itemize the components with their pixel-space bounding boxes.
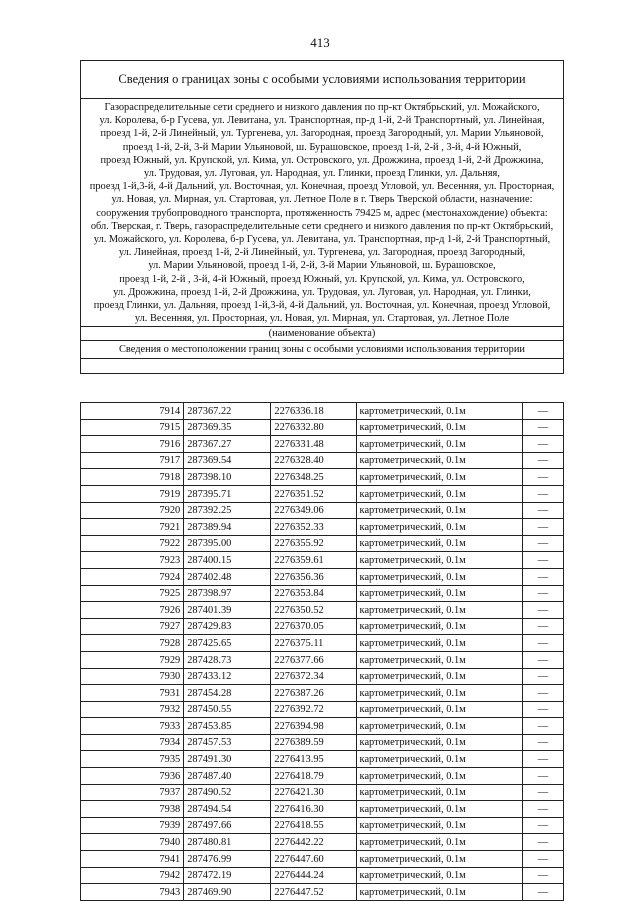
- method-accuracy: картометрический, 0.1м: [356, 701, 522, 718]
- note-cell: —: [522, 867, 563, 884]
- note-cell: —: [522, 668, 563, 685]
- method-accuracy: картометрический, 0.1м: [356, 568, 522, 585]
- point-number: 7930: [81, 668, 184, 685]
- method-accuracy: картометрический, 0.1м: [356, 552, 522, 569]
- table-header-spacer: [81, 359, 563, 373]
- coord-y: 2276372.34: [271, 668, 356, 685]
- point-number: 7923: [81, 552, 184, 569]
- point-number: 7929: [81, 651, 184, 668]
- method-accuracy: картометрический, 0.1м: [356, 801, 522, 818]
- method-accuracy: картометрический, 0.1м: [356, 436, 522, 453]
- coord-x: 287494.54: [184, 801, 271, 818]
- coord-x: 287369.35: [184, 419, 271, 436]
- point-number: 7918: [81, 469, 184, 486]
- note-cell: —: [522, 635, 563, 652]
- coord-x: 287450.55: [184, 701, 271, 718]
- note-cell: —: [522, 485, 563, 502]
- description-line: сооружения трубопроводного транспорта, протяженность 79425 м, адрес (местонахождение) объекта:: [96, 207, 548, 219]
- note-cell: —: [522, 585, 563, 602]
- table-row: [81, 635, 564, 652]
- method-accuracy: картометрический, 0.1м: [356, 817, 522, 834]
- description-line: ул. Линейная, проезд 1-й, 2-й Линейный, ул. Тургенева, ул. Загородная, проезд Загородный,: [118, 247, 526, 259]
- coord-y: 2276359.61: [271, 552, 356, 569]
- coord-y: 2276392.72: [271, 701, 356, 718]
- coord-y: 2276331.48: [271, 436, 356, 453]
- note-cell: —: [522, 817, 563, 834]
- note-cell: —: [522, 419, 563, 436]
- point-number: 7943: [81, 884, 184, 901]
- coord-y: 2276328.40: [271, 452, 356, 469]
- description-line: проезд Южный, ул. Крупской, ул. Кима, ул. Островского, ул. Дрожжина, проезд 1-й, 2-й Дрожжина,: [100, 154, 544, 166]
- coord-y: 2276349.06: [271, 502, 356, 519]
- point-number: 7924: [81, 568, 184, 585]
- table-row: [81, 718, 564, 735]
- note-cell: —: [522, 602, 563, 619]
- description-line: проезд 1-й,3-й, 4-й Дальний, ул. Восточная, ул. Конечная, проезд Угловой, ул. Весенняя, ул. Просторная,: [89, 181, 555, 193]
- table-row: [81, 618, 564, 635]
- note-cell: —: [522, 751, 563, 768]
- coord-y: 2276351.52: [271, 485, 356, 502]
- coord-x: 287491.30: [184, 751, 271, 768]
- method-accuracy: картометрический, 0.1м: [356, 867, 522, 884]
- coord-x: 287400.15: [184, 552, 271, 569]
- table-row: [81, 403, 564, 420]
- method-accuracy: картометрический, 0.1м: [356, 834, 522, 851]
- coord-y: 2276394.98: [271, 718, 356, 735]
- method-accuracy: картометрический, 0.1м: [356, 403, 522, 420]
- document-title: Сведения о границах зоны с особыми условиями использования территории: [81, 61, 563, 99]
- coord-x: 287487.40: [184, 768, 271, 785]
- coord-y: 2276355.92: [271, 535, 356, 552]
- table-row: [81, 701, 564, 718]
- table-row: [81, 502, 564, 519]
- table-row: [81, 817, 564, 834]
- coord-y: 2276353.84: [271, 585, 356, 602]
- note-cell: —: [522, 403, 563, 420]
- coord-y: 2276413.95: [271, 751, 356, 768]
- method-accuracy: картометрический, 0.1м: [356, 768, 522, 785]
- table-row: [81, 751, 564, 768]
- coord-x: 287480.81: [184, 834, 271, 851]
- point-number: 7934: [81, 734, 184, 751]
- note-cell: —: [522, 568, 563, 585]
- table-row: [81, 784, 564, 801]
- coord-x: 287428.73: [184, 651, 271, 668]
- coord-x: 287469.90: [184, 884, 271, 901]
- point-number: 7939: [81, 817, 184, 834]
- object-name-caption: (наименование объекта): [81, 326, 563, 340]
- note-cell: —: [522, 734, 563, 751]
- point-number: 7937: [81, 784, 184, 801]
- table-row: [81, 485, 564, 502]
- table-row: [81, 867, 564, 884]
- table-row: [81, 651, 564, 668]
- section-heading: Сведения о местоположении границ зоны с особыми условиями использования территории: [81, 340, 563, 359]
- point-number: 7933: [81, 718, 184, 735]
- method-accuracy: картометрический, 0.1м: [356, 469, 522, 486]
- coord-y: 2276332.80: [271, 419, 356, 436]
- coord-x: 287395.71: [184, 485, 271, 502]
- method-accuracy: картометрический, 0.1м: [356, 618, 522, 635]
- point-number: 7941: [81, 851, 184, 868]
- point-number: 7919: [81, 485, 184, 502]
- table-row: [81, 419, 564, 436]
- note-cell: —: [522, 618, 563, 635]
- point-number: 7920: [81, 502, 184, 519]
- coord-y: 2276375.11: [271, 635, 356, 652]
- method-accuracy: картометрический, 0.1м: [356, 751, 522, 768]
- note-cell: —: [522, 535, 563, 552]
- table-row: [81, 535, 564, 552]
- description-line: ул. Королева, б-р Гусева, ул. Левитана, ул. Транспортная, пр-д 1-й, 2-й Транспортный, ул. Линейная,: [99, 115, 545, 127]
- coordinates-table: [80, 402, 564, 901]
- point-number: 7928: [81, 635, 184, 652]
- method-accuracy: картометрический, 0.1м: [356, 851, 522, 868]
- point-number: 7938: [81, 801, 184, 818]
- description-line: проезд 1-й, 2-й, 3-й Марии Ульяновой, ш. Бурашовское, проезд 1-й, 2-й , 3-й, 4-й Южный,: [122, 141, 522, 153]
- description-line: проезд 1-й, 2-й Линейный, ул. Тургенева, ул. Загородная, проезд Загородный, ул. Марии Ульяновой,: [100, 128, 544, 140]
- point-number: 7921: [81, 519, 184, 536]
- note-cell: —: [522, 801, 563, 818]
- coord-x: 287398.97: [184, 585, 271, 602]
- note-cell: —: [522, 436, 563, 453]
- coord-y: 2276336.18: [271, 403, 356, 420]
- note-cell: —: [522, 469, 563, 486]
- point-number: 7932: [81, 701, 184, 718]
- coord-y: 2276442.22: [271, 834, 356, 851]
- coord-y: 2276350.52: [271, 602, 356, 619]
- coord-x: 287392.25: [184, 502, 271, 519]
- coord-y: 2276377.66: [271, 651, 356, 668]
- coord-x: 287476.99: [184, 851, 271, 868]
- method-accuracy: картометрический, 0.1м: [356, 651, 522, 668]
- method-accuracy: картометрический, 0.1м: [356, 635, 522, 652]
- coord-x: 287490.52: [184, 784, 271, 801]
- coord-x: 287457.53: [184, 734, 271, 751]
- method-accuracy: картометрический, 0.1м: [356, 519, 522, 536]
- table-row: [81, 851, 564, 868]
- description-line: Газораспределительные сети среднего и низкого давления по пр-кт Октябрьский, ул. Можайского,: [104, 102, 540, 113]
- table-row: [81, 685, 564, 702]
- method-accuracy: картометрический, 0.1м: [356, 784, 522, 801]
- coord-x: 287497.66: [184, 817, 271, 834]
- note-cell: —: [522, 851, 563, 868]
- coord-y: 2276356.36: [271, 568, 356, 585]
- table-row: [81, 452, 564, 469]
- coord-y: 2276348.25: [271, 469, 356, 486]
- point-number: 7922: [81, 535, 184, 552]
- description-line: ул. Дрожжина, проезд 1-й, 2-й Дрожжина, ул. Трудовая, ул. Луговая, ул. Народная, ул. Глинки,: [113, 286, 531, 298]
- table-row: [81, 734, 564, 751]
- point-number: 7915: [81, 419, 184, 436]
- table-row: [81, 519, 564, 536]
- table-row: [81, 568, 564, 585]
- note-cell: —: [522, 884, 563, 901]
- coord-x: 287398.10: [184, 469, 271, 486]
- coord-y: 2276444.24: [271, 867, 356, 884]
- method-accuracy: картометрический, 0.1м: [356, 668, 522, 685]
- table-row: [81, 602, 564, 619]
- coord-y: 2276447.60: [271, 851, 356, 868]
- method-accuracy: картометрический, 0.1м: [356, 535, 522, 552]
- method-accuracy: картометрический, 0.1м: [356, 685, 522, 702]
- note-cell: —: [522, 519, 563, 536]
- zone-info-frame: [80, 60, 564, 374]
- table-row: [81, 668, 564, 685]
- table-row: [81, 552, 564, 569]
- description-line: проезд Глинки, ул. Дальняя, проезд 1-й,3-й, 4-й Дальний, ул. Восточная, ул. Конечная, проезд Угловой,: [93, 300, 551, 312]
- table-row: [81, 801, 564, 818]
- point-number: 7916: [81, 436, 184, 453]
- note-cell: —: [522, 718, 563, 735]
- point-number: 7917: [81, 452, 184, 469]
- note-cell: —: [522, 701, 563, 718]
- table-row: [81, 469, 564, 486]
- description-line: ул. Можайского, ул. Королева, б-р Гусева, ул. Левитана, ул. Транспортная, пр-д 1-й, 2-й Транспортный,: [93, 234, 551, 246]
- point-number: 7914: [81, 403, 184, 420]
- note-cell: —: [522, 502, 563, 519]
- description-line: ул. Новая, ул. Мирная, ул. Стартовая, ул. Летное Поле в г. Тверь Тверской области, назначение:: [111, 194, 533, 206]
- description-line: обл. Тверская, г. Тверь, газораспределительные сети среднего и низкого давления по пр-кт Октябрьский,: [90, 220, 554, 232]
- method-accuracy: картометрический, 0.1м: [356, 602, 522, 619]
- coord-x: 287401.39: [184, 602, 271, 619]
- point-number: 7936: [81, 768, 184, 785]
- description-line: ул. Марии Ульяновой, проезд 1-й, 2-й, 3-й Марии Ульяновой, ш. Бурашовское,: [148, 260, 496, 272]
- table-row: [81, 834, 564, 851]
- coord-y: 2276447.52: [271, 884, 356, 901]
- note-cell: —: [522, 651, 563, 668]
- table-row: [81, 585, 564, 602]
- coord-x: 287472.19: [184, 867, 271, 884]
- coord-y: 2276352.33: [271, 519, 356, 536]
- table-row: [81, 436, 564, 453]
- coord-y: 2276418.79: [271, 768, 356, 785]
- method-accuracy: картометрический, 0.1м: [356, 884, 522, 901]
- note-cell: —: [522, 552, 563, 569]
- method-accuracy: картометрический, 0.1м: [356, 585, 522, 602]
- coord-x: 287429.83: [184, 618, 271, 635]
- point-number: 7925: [81, 585, 184, 602]
- note-cell: —: [522, 784, 563, 801]
- method-accuracy: картометрический, 0.1м: [356, 452, 522, 469]
- description-line: ул. Весенняя, ул. Просторная, ул. Новая, ул. Мирная, ул. Стартовая, ул. Летное Поле: [134, 313, 510, 325]
- coord-x: 287369.54: [184, 452, 271, 469]
- coord-x: 287402.48: [184, 568, 271, 585]
- description-line: проезд 1-й, 2-й , 3-й, 4-й Южный, проезд Южный, ул. Крупской, ул. Кима, ул. Островского,: [119, 273, 525, 285]
- coord-y: 2276370.05: [271, 618, 356, 635]
- coord-x: 287395.00: [184, 535, 271, 552]
- method-accuracy: картометрический, 0.1м: [356, 718, 522, 735]
- note-cell: —: [522, 834, 563, 851]
- coord-x: 287433.12: [184, 668, 271, 685]
- point-number: 7942: [81, 867, 184, 884]
- coord-x: 287389.94: [184, 519, 271, 536]
- point-number: 7931: [81, 685, 184, 702]
- note-cell: —: [522, 452, 563, 469]
- coord-x: 287367.22: [184, 403, 271, 420]
- coord-x: 287367.27: [184, 436, 271, 453]
- page-number: 413: [310, 35, 330, 50]
- method-accuracy: картометрический, 0.1м: [356, 734, 522, 751]
- coord-y: 2276389.59: [271, 734, 356, 751]
- description-line: ул. Трудовая, ул. Луговая, ул. Народная, ул. Глинки, проезд Глинки, ул. Дальняя,: [144, 168, 500, 180]
- table-row: [81, 768, 564, 785]
- object-description: [81, 99, 563, 326]
- coord-y: 2276416.30: [271, 801, 356, 818]
- coord-x: 287454.28: [184, 685, 271, 702]
- coord-x: 287425.65: [184, 635, 271, 652]
- method-accuracy: картометрический, 0.1м: [356, 502, 522, 519]
- point-number: 7935: [81, 751, 184, 768]
- method-accuracy: картометрический, 0.1м: [356, 419, 522, 436]
- coord-x: 287453.85: [184, 718, 271, 735]
- note-cell: —: [522, 685, 563, 702]
- note-cell: —: [522, 768, 563, 785]
- point-number: 7927: [81, 618, 184, 635]
- table-row: [81, 884, 564, 901]
- coord-y: 2276421.30: [271, 784, 356, 801]
- method-accuracy: картометрический, 0.1м: [356, 485, 522, 502]
- point-number: 7926: [81, 602, 184, 619]
- point-number: 7940: [81, 834, 184, 851]
- coord-y: 2276418.55: [271, 817, 356, 834]
- coord-y: 2276387.26: [271, 685, 356, 702]
